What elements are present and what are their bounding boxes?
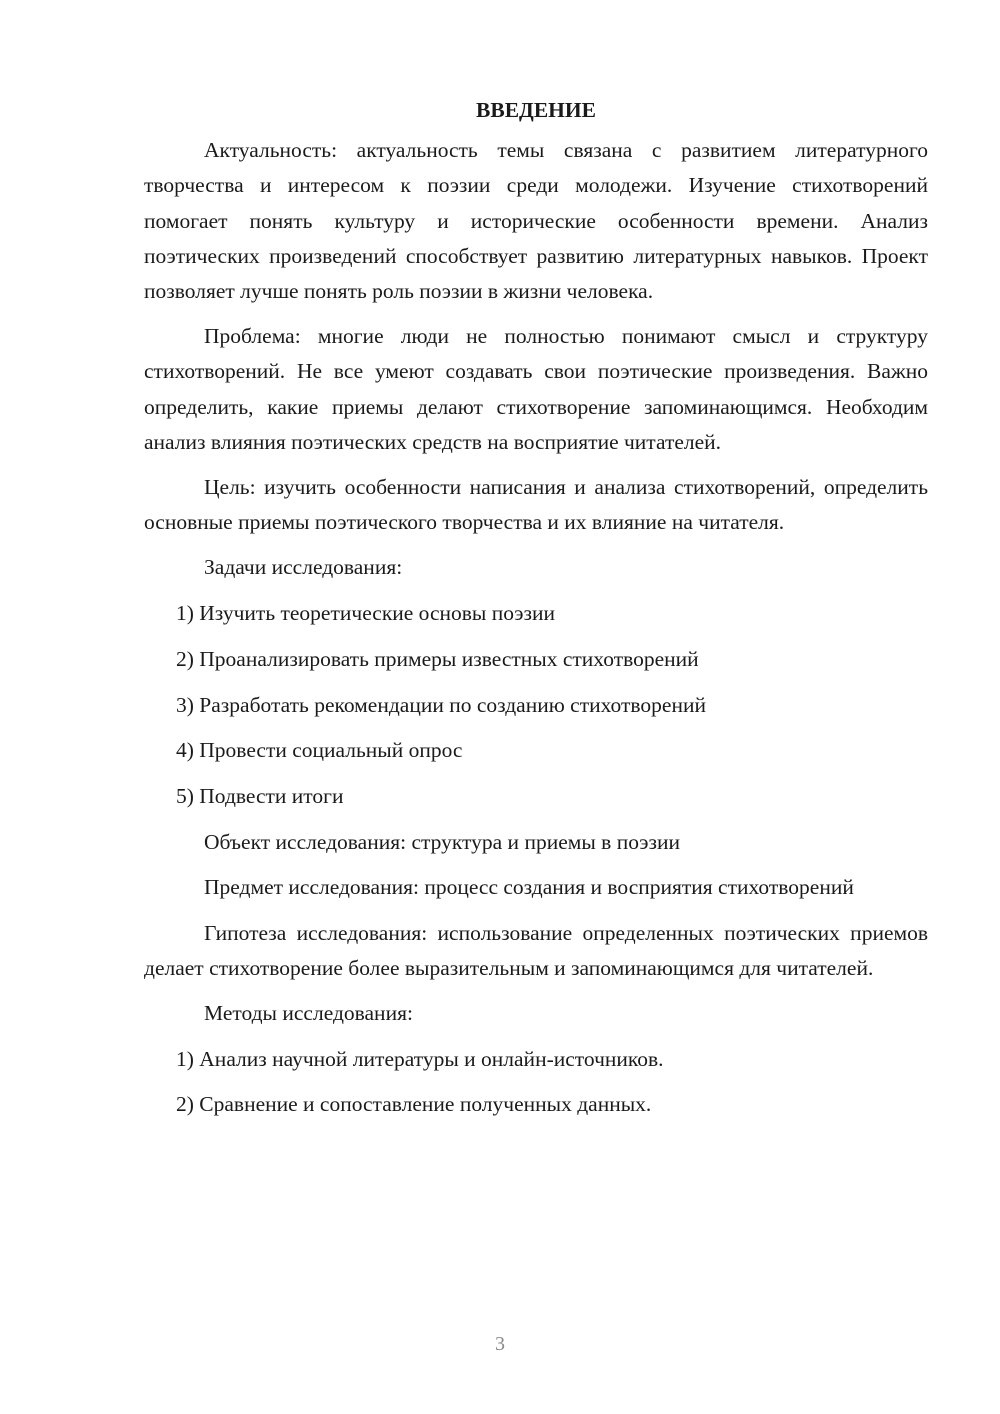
list-item: 4) Провести социальный опрос <box>176 738 463 763</box>
goal-paragraph: Цель: изучить особенности написания и анализа стихотворений, определить основные приемы поэтического творчества и их влияние на читателя. <box>144 475 928 535</box>
methods-list <box>144 1042 928 1123</box>
page-number: 3 <box>495 1333 505 1355</box>
list-item: 5) Подвести итоги <box>176 783 344 808</box>
relevance-paragraph: Актуальность: актуальность темы связана с развитием литературного творчества и интересом к поэзии среди молодежи. Изучение стихотворений помогает понять культуру и исторические особенности времени. Анализ поэтических произведений способствует развитию литературных навыков. Проект позволяет лучше понять роль поэзии в жизни человека. <box>144 138 928 304</box>
document-page <box>144 93 928 1133</box>
subject-paragraph: Предмет исследования: процесс создания и восприятия стихотворений <box>204 875 854 900</box>
list-item: 1) Анализ научной литературы и онлайн-источников. <box>176 1046 664 1071</box>
list-item: 2) Сравнение и сопоставление полученных данных. <box>176 1092 652 1117</box>
problem-paragraph: Проблема: многие люди не полностью понимают смысл и структуру стихотворений. Не все умеют создавать свои поэтические произведения. Важно определить, какие приемы делают стихотворение запоминающимся. Необходим анализ влияния поэтических средств на восприятие читателей. <box>144 324 928 454</box>
list-item: 1) Изучить теоретические основы поэзии <box>176 601 555 626</box>
list-item: 2) Проанализировать примеры известных стихотворений <box>176 646 699 671</box>
list-item: 3) Разработать рекомендации по созданию стихотворений <box>176 692 706 717</box>
hypothesis-paragraph: Гипотеза исследования: использование определенных поэтических приемов делает стихотворение более выразительным и запоминающимся для читателей. <box>144 920 928 980</box>
page-title: ВВЕДЕНИЕ <box>476 98 596 122</box>
tasks-title: Задачи исследования: <box>204 555 403 580</box>
tasks-list <box>144 596 928 814</box>
methods-title: Методы исследования: <box>204 1000 413 1025</box>
object-paragraph: Объект исследования: структура и приемы в поэзии <box>204 829 680 854</box>
